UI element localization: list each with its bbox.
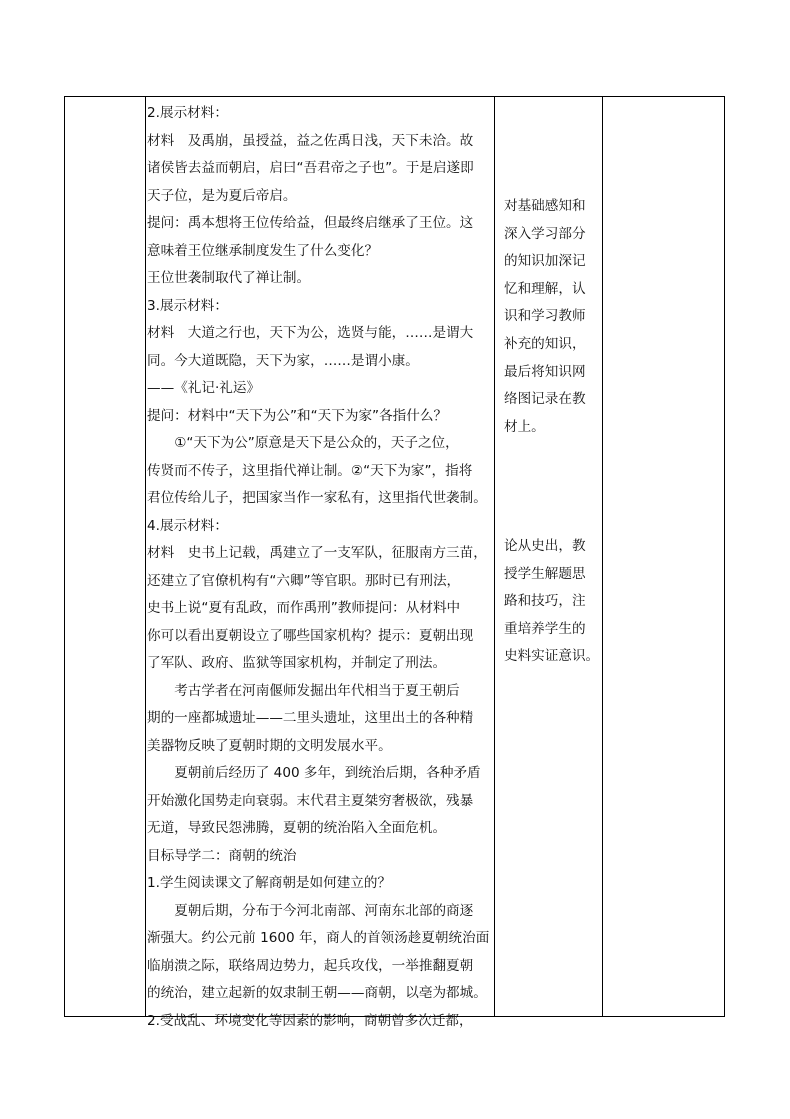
- note-line: 识和学习教师: [504, 308, 586, 325]
- content-line: 同。今大道既隐，天下为家，……是谓小康。: [147, 352, 419, 369]
- content-line: 王位世袭制取代了禅让制。: [147, 270, 311, 286]
- note-line: 论从史出，教: [504, 538, 586, 554]
- content-line: ——《礼记·礼运》: [147, 380, 261, 396]
- design-intent-cell-1: [504, 193, 600, 441]
- content-line: 史书上说“夏有乱政，而作禹刑”教师提问：从材料中: [147, 600, 461, 616]
- content-line: 渐强大。约公元前 1600 年，商人的首领汤趁夏朝统治面: [147, 930, 490, 946]
- column-divider: [602, 97, 603, 1016]
- content-line: 2.展示材料：: [147, 105, 228, 121]
- content-line: 提问：材料中“天下为公”和“天下为家”各指什么？: [147, 407, 448, 424]
- content-line: 目标导学二：商朝的统治: [147, 847, 297, 864]
- content-line: 还建立了官僚机构有“六卿”等官职。那时已有刑法，: [147, 572, 461, 589]
- content-line: 诸侯皆去益而朝启，启曰“吾君帝之子也”。于是启遂即: [147, 160, 474, 176]
- content-line: 你可以看出夏朝设立了哪些国家机构？提示：夏朝出现: [147, 627, 474, 644]
- note-line: 史料实证意识。: [504, 648, 600, 665]
- note-line: 材上。: [504, 418, 545, 435]
- content-line: 开始激化国势走向衰弱。末代君主夏桀穷奢极欲，残暴: [147, 792, 474, 809]
- teaching-process-cell: [147, 100, 494, 1035]
- content-line: 1.学生阅读课文了解商朝是如何建立的？: [147, 875, 392, 891]
- column-divider: [494, 97, 495, 1016]
- content-line: 期的一座都城遗址——二里头遗址，这里出土的各种精: [147, 710, 474, 726]
- content-line: 无道，导致民怨沸腾，夏朝的统治陷入全面危机。: [147, 820, 447, 836]
- content-line: 了军队、政府、监狱等国家机构，并制定了刑法。: [147, 655, 447, 671]
- content-line: 材料 史书上记载，禹建立了一支军队，征服南方三苗，: [147, 545, 487, 561]
- note-line: 忆和理解，认: [504, 280, 586, 297]
- content-line: 的统治，建立起新的奴隶制王朝——商朝，以亳为都城。: [147, 985, 487, 1001]
- content-line: 提问：禹本想将王位传给益，但最终启继承了王位。这: [147, 215, 474, 231]
- content-line: 3.展示材料：: [147, 297, 228, 314]
- design-intent-cell-2: [504, 533, 600, 671]
- note-line: 补充的知识，: [504, 335, 586, 352]
- note-line: 深入学习部分: [504, 225, 586, 242]
- content-line: 传贤而不传子，这里指代禅让制。②“天下为家”，指将: [147, 462, 473, 479]
- content-line: ①“天下为公”原意是天下是公众的，天子之位，: [174, 435, 459, 451]
- lesson-plan-table: [64, 96, 725, 1029]
- note-line: 路和技巧，注: [504, 593, 586, 610]
- note-line: 最后将知识网: [504, 363, 586, 380]
- content-line: 4.展示材料：: [147, 517, 228, 534]
- content-line: 夏朝前后经历了 400 多年，到统治后期，各种矛盾: [174, 765, 481, 781]
- note-line: 对基础感知和: [504, 198, 586, 214]
- content-line: 君位传给儿子，把国家当作一家私有，这里指代世袭制。: [147, 490, 487, 506]
- note-line: 的知识加深记: [504, 253, 586, 270]
- note-line: 重培养学生的: [504, 620, 586, 637]
- content-line: 材料 大道之行也，天下为公，选贤与能，……是谓大: [147, 325, 474, 341]
- content-line: 天子位，是为夏后帝启。: [147, 187, 297, 204]
- content-line: 临崩溃之际，联络周边势力，起兵攻伐，一举推翻夏朝: [147, 957, 474, 974]
- content-line: 夏朝后期，分布于今河北南部、河南东北部的商逐: [174, 902, 474, 919]
- content-line: 材料 及禹崩，虽授益，益之佐禹日浅，天下未洽。故: [147, 132, 474, 149]
- note-line: 络图记录在教: [504, 391, 586, 408]
- content-line: 意味着王位继承制度发生了什么变化？: [147, 242, 379, 259]
- content-line: 2.受战乱、环境变化等因素的影响，商朝曾多次迁都，: [147, 1012, 473, 1029]
- note-line: 授学生解题思: [504, 565, 586, 582]
- column-divider: [145, 97, 146, 1016]
- content-line: 考古学者在河南偃师发掘出年代相当于夏王朝后: [174, 682, 460, 699]
- content-line: 美器物反映了夏朝时期的文明发展水平。: [147, 737, 392, 754]
